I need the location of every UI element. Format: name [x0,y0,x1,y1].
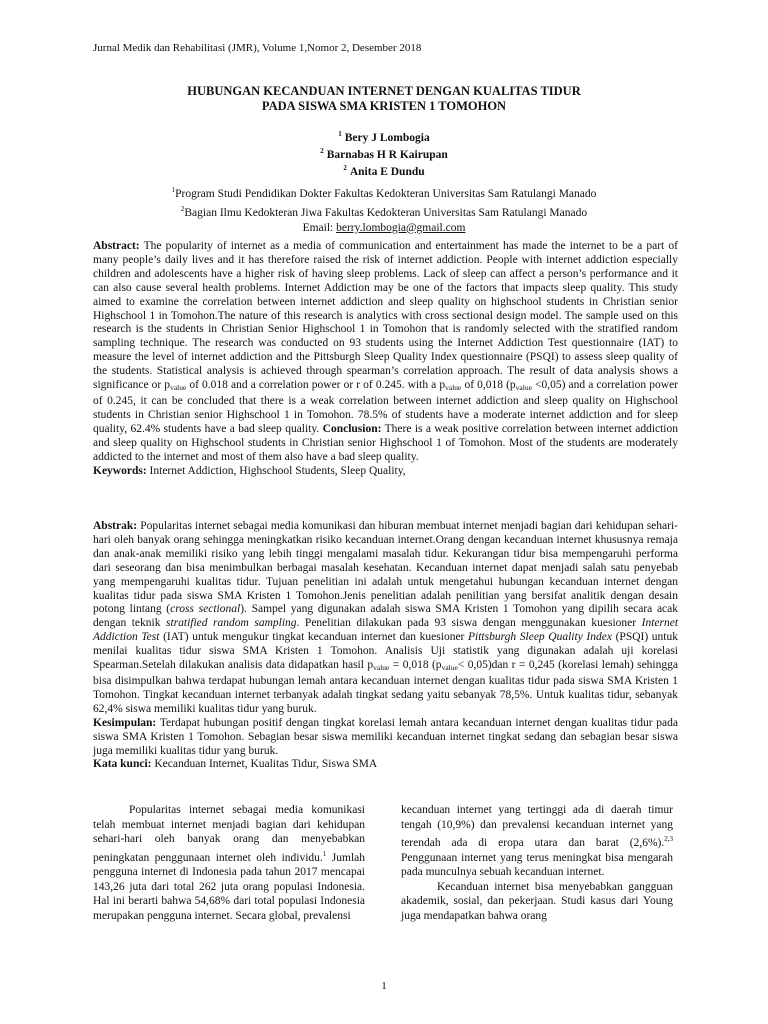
body-left-column [93,803,365,924]
citation-sup: 2,3 [664,835,673,844]
abstract-indonesian-body [93,520,678,717]
keywords-text: Internet Addiction, Highschool Students, Sleep Quality, [149,464,406,477]
body-text: Penggunaan internet yang terus meningkat bisa mengarah pada munculnya sebuah kecanduan internet. [401,851,673,879]
abstract-text: The popularity of internet as a media of communication and entertainment has made the internet to be a part of many people’s daily lives and it has therefore raised the risk of internet addiction. People with internet addiction especially children and adolescents have a higher risk of having sleep problems. Lack of sleep can affect a person’s performance and it can also cause several health problems. Internet Addiction may be one of the factors that impacts sleep quality. This study aimed to examine the correlation between internet addiction and sleep quality on highschool students in Christian senior Highschool 1 in Tomohon.The nature of this research is analytics with cross sectional design model. The sample used on this research is the students in Christian Senior Highschool 1 in Tomohon that is randomly selected with the stratified random sampling technique. The research was conducted on 93 students using the Internet Addiction Test questionnaire (IAT) to measure the level of internet addiction and the Pittsburgh Sleep Quality Index questionnaire (PSQI) to assess sleep quality of the students. Statistical analysis is achieved through spearman’s correlation approach. The result of data analysis shows a significance or p [93,240,678,392]
title-line-1: HUBUNGAN KECANDUAN INTERNET DENGAN KUALITAS TIDUR [187,84,581,98]
italic-term: stratified random sampling [166,617,297,630]
italic-term: Internet Addiction Test [93,617,679,644]
author-sup: 2 [320,146,324,155]
body-right-column [401,803,673,924]
conclusion-label: Conclusion: [322,422,382,435]
author [0,162,768,179]
affiliation-sup: 1 [171,186,176,194]
author-name: Anita E Dundu [349,165,425,178]
subscript: value [515,383,532,393]
author-sup: 2 [343,163,347,172]
affiliations [0,183,768,236]
kesimpulan-text: Terdapat hubungan positif dengan tingkat korelasi lemah antara kecanduan internet dengan kualitas tidur pada siswa SMA Kristen 1 Tomohon. Sebagian besar siswa memiliki kecanduan internet tingkat sedang dan sebagian besar siswa juga memiliki kualitas tidur yang buruk. [93,716,678,757]
abstract-indonesian [93,520,678,772]
abstrak-text: ). Sampel yang digunakan adalah siswa SMA Kristen 1 Tomohon yang dipilih secara acak dengan teknik [93,603,679,630]
body-paragraph: Kecanduan internet bisa menyebabkan gangguan akademik, sosial, dan pekerjaan. Studi kasus dari Young juga mendapatkan bahwa orang [401,880,673,922]
body-text: kecanduan internet yang tertinggi ada di daerah timur tengah (10,9%) dan prevalensi kecanduan internet yang terendah ada di eropa utara dan barat (2,6%). [401,804,673,850]
abstract-text: <0,05) and a correlation power of 0.245, it can be concluded that there is a weak correlation between internet addiction and sleep quality on Highschool students in Christian senior Highschool 1 in Tomohon. 78.5% of students have a moderate internet addiction and for sleep quality, 62.4% students have a bad sleep quality. [93,379,679,435]
affiliation [0,183,768,202]
abstract-label: Abstract: [93,240,140,252]
kesimpulan-line [93,717,678,759]
body-text: Jumlah pengguna internet di Indonesia pada tahun 2017 mencapai 143,26 juta dari total 262 juta orang populasi Indonesia. Hal ini berarti bahwa 54,68% dari total populasi Indonesia merupakan pengguna internet. Secara global, prevalensi [93,851,365,922]
abstract-text: of 0,018 (p [461,379,516,392]
abstract-english-body [93,240,678,465]
page-number: 1 [381,980,387,992]
affiliation-sup: 2 [180,204,185,213]
affiliation [0,202,768,221]
abstract-text: of 0.018 and a correlation power or r of 0.245. with a p [186,379,446,392]
author [0,145,768,162]
email-label: Email: [302,221,334,234]
author-sup: 1 [338,130,342,138]
kata-kunci-label: Kata kunci: [93,758,152,771]
abstrak-text: (PSQI) untuk menilai kualitas tidur siswa SMA Kristen 1 Tomohon. Analisis Uji statistik yang digunakan adalah uji korelasi Spearman.Setelah dilakukan analisis data didapatkan hasil p [93,631,678,672]
keywords-line [93,465,678,479]
kata-kunci-line [93,758,678,772]
keywords-label: Keywords: [93,464,147,477]
title-line-2: PADA SISWA SMA KRISTEN 1 TOMOHON [261,99,507,113]
author-name: Barnabas H R Kairupan [326,148,448,161]
author-list [0,128,768,178]
subscript: value [441,663,458,673]
subscript: value [170,383,187,393]
journal-header: Jurnal Medik dan Rehabilitasi (JMR), Volume 1,Nomor 2, Desember 2018 [93,42,422,54]
abstrak-text: = 0,018 (p [389,659,442,672]
abstrak-label: Abstrak: [93,520,138,532]
email-link[interactable]: berry.lombogia@gmail.com [336,221,466,234]
subscript: value [373,663,390,673]
citation-sup: 1 [322,849,327,858]
italic-term: cross sectional [170,603,241,616]
kesimpulan-label: Kesimpulan: [93,716,157,729]
body-text: Popularitas internet sebagai media komunikasi telah membuat internet menjadi bagian dari kehidupan sehari-hari oleh banyak orang dan menyebabkan peningkatan penggunaan internet oleh individu. [93,804,365,864]
abstrak-text: (IAT) untuk mengukur tingkat kecanduan internet dan kuesioner [159,631,469,644]
abstrak-text: < 0,05)dan r = 0,245 (korelasi lemah) sehingga bisa disimpulkan bahwa terdapat hubungan lemah antara kecanduan internet dengan kualitas tidur pada siswa SMA Kristen 1 Tomohon. Tingkat kecanduan internet terbanyak adalah tingkat sedang yaitu sebanyak 78,5%. Untuk kualitas tidur, sebanyak 62,4% siswa memiliki kualitas tidur yang buruk. [93,659,678,715]
subscript: value [445,383,462,393]
author [0,128,768,145]
abstrak-text: Popularitas internet sebagai media komunikasi dan hiburan membuat internet menjadi bagian dari kehidupan sehari-hari oleh banyak orang sehingga meningkatkan risiko kecanduan internet.Orang dengan kecanduan internet khususnya remaja dan anak-anak memiliki risiko yang lebih tinggi mengalami masalah tidur. Kekurangan tidur bisa mempengaruhi performa dari seseorang dan bisa menimbulkan berbagai masalah kesehatan. Kecanduan internet dapat menjadi salah satu penyebab yang mempengaruhi kualitas tidur. Tujuan penelitian ini adalah untuk mengetahui hubungan kecanduan internet dengan kualitas tidur pada siswa SMA Kristen 1 Tomohon.Jenis penelitian adalah penilitian yang bersifat analitik dengan desain potong lintang ( [93,520,678,616]
affiliation-text: Program Studi Pendidikan Dokter Fakultas Kedokteran Universitas Sam Ratulangi Manado [175,187,597,200]
conclusion-text: There is a weak positive correlation between internet addiction and sleep quality on Highschool students in Christian senior Highschool 1 of Tomohon. Most of the students are moderately addicted to the internet and most of them also have a bad sleep quality. [93,422,679,463]
abstrak-text: . Penelitian dilakukan pada 93 siswa dengan menggunakan kuesioner [296,617,642,630]
author-name: Bery J Lombogia [344,131,430,144]
kata-kunci-text: Kecanduan Internet, Kualitas Tidur, Siswa SMA [154,758,378,771]
body-paragraph [93,803,365,924]
affiliation-text: Bagian Ilmu Kedokteran Jiwa Fakultas Kedokteran Universitas Sam Ratulangi Manado [184,206,588,219]
email-line [0,221,768,236]
italic-term: Pittsburgh Sleep Quality Index [468,631,612,644]
paper-title [0,84,768,114]
body-paragraph [401,803,673,880]
abstract-english [93,240,678,478]
